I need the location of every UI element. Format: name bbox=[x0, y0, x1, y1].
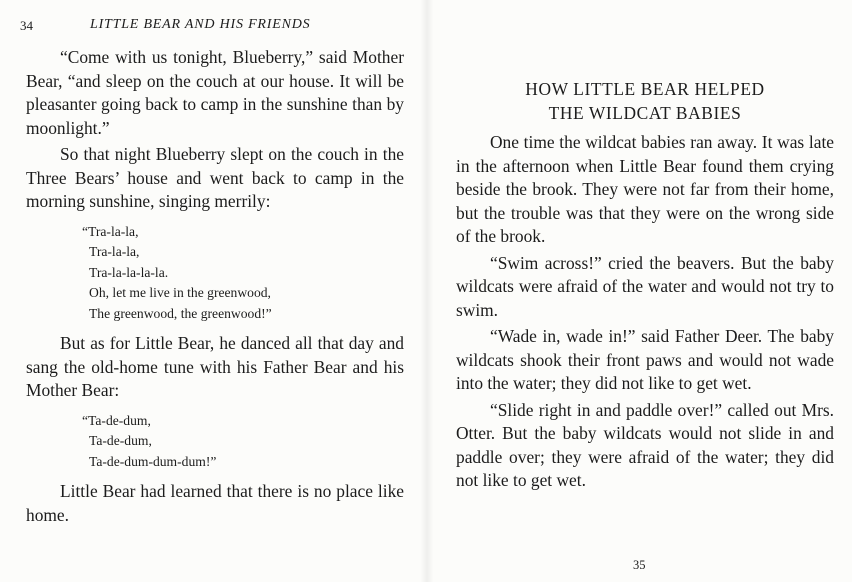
verse-line: “Ta-de-dum, bbox=[82, 412, 151, 428]
left-paragraph-2: So that night Blueberry slept on the couch in the Three Bears’ house and went back to camp in the morning sunshine, singing merrily: bbox=[26, 144, 404, 211]
verse-line: Ta-de-dum-dum-dum!” bbox=[89, 453, 217, 469]
left-page bbox=[26, 46, 404, 530]
verse-tra-la-la bbox=[82, 222, 404, 325]
book-gutter bbox=[420, 0, 434, 582]
verse-ta-de-dum bbox=[82, 411, 404, 473]
left-paragraph-1: “Come with us tonight, Blueberry,” said Mother Bear, “and sleep on the couch at our house. It will be pleasanter going back to camp in the sunshine than by moonlight.” bbox=[26, 47, 404, 138]
chapter-title-line-1: HOW LITTLE BEAR HELPED bbox=[525, 79, 765, 99]
verse-line: “Tra-la-la, bbox=[82, 223, 139, 239]
verse-line: Ta-de-dum, bbox=[89, 433, 152, 448]
verse-line: Tra-la-la-la-la. bbox=[89, 264, 169, 280]
chapter-title-line-2: THE WILDCAT BABIES bbox=[548, 102, 742, 123]
verse-line: The greenwood, the greenwood!” bbox=[89, 305, 272, 321]
right-paragraph-3: “Wade in, wade in!” said Father Deer. The baby wildcats shook their front paws and would not wade into the water; they did not like to get wet. bbox=[456, 326, 834, 393]
right-paragraph-2: “Swim across!” cried the beavers. But the baby wildcats were afraid of the water and would not try to swim. bbox=[456, 252, 834, 320]
right-page-number: 35 bbox=[633, 558, 646, 572]
right-page bbox=[456, 78, 834, 496]
verse-line: Oh, let me live in the greenwood, bbox=[89, 285, 271, 300]
right-paragraph-1: One time the wildcat babies ran away. It was late in the afternoon when Little Bear found them crying beside the brook. They were not far from their home, but the trouble was that they were on the wrong side of the brook. bbox=[456, 132, 834, 246]
left-paragraph-3: But as for Little Bear, he danced all that day and sang the old-home tune with his Father Bear and his Mother Bear: bbox=[26, 333, 404, 400]
chapter-title bbox=[456, 78, 834, 125]
left-paragraph-4: Little Bear had learned that there is no place like home. bbox=[26, 481, 404, 525]
left-page-number: 34 bbox=[20, 18, 33, 33]
running-head: LITTLE BEAR AND HIS FRIENDS bbox=[90, 17, 311, 32]
verse-line: Tra-la-la, bbox=[89, 244, 140, 259]
right-paragraph-4: “Slide right in and paddle over!” called out Mrs. Otter. But the baby wildcats would not slide in and paddle over; they were afraid of the water; they did not like to get wet. bbox=[456, 399, 834, 490]
